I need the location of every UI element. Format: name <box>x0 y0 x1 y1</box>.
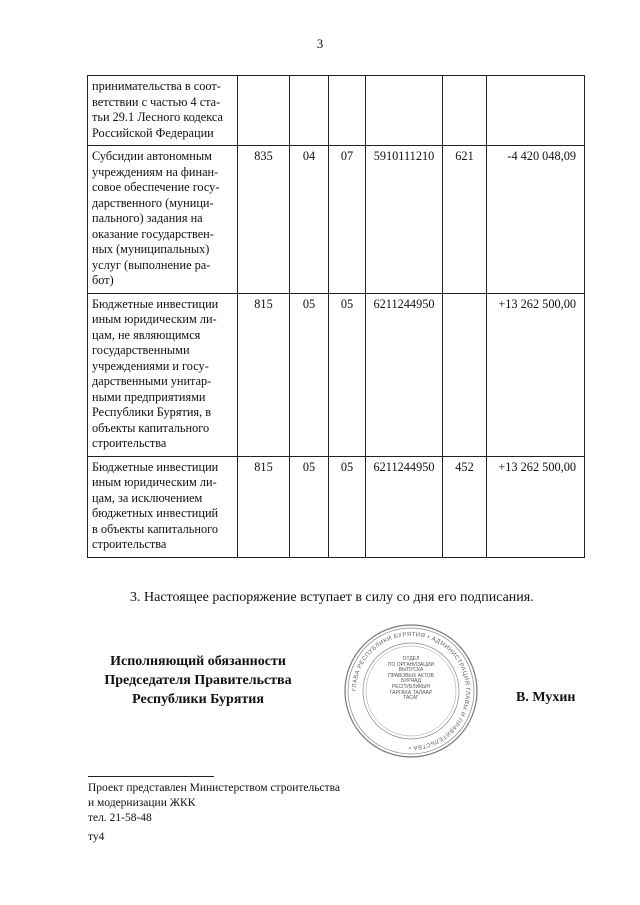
row-description-line: тьи 29.1 Лесного кодекса <box>92 110 223 124</box>
row-description-line: Бюджетные инвестиции <box>92 459 219 474</box>
row-description-line: учреждениями и госу- <box>92 358 209 373</box>
row-cell: 6211244950 <box>366 456 443 557</box>
table-row <box>88 456 585 557</box>
row-cell <box>290 76 329 146</box>
row-cell: 815 <box>238 293 290 456</box>
row-description-line: государственными <box>92 343 190 357</box>
row-cell: 05 <box>290 293 329 456</box>
row-cell: 452 <box>443 456 487 557</box>
row-cell <box>443 293 487 456</box>
seal-line: ТАСАГ <box>403 695 419 702</box>
row-description-line: пального) задания на <box>92 211 203 225</box>
row-description-line: бот) <box>92 273 114 287</box>
row-description-line: ветствии с частью 4 ста- <box>92 94 221 109</box>
row-description-line: строительства <box>92 537 167 551</box>
row-cell <box>366 76 443 146</box>
row-description <box>88 146 238 294</box>
row-description-line: цам, не являющимся <box>92 327 201 342</box>
row-cell: 815 <box>238 456 290 557</box>
row-description-line: оказание государствен- <box>92 226 214 241</box>
table-row <box>88 146 585 294</box>
row-cell: 5910111210 <box>366 146 443 294</box>
table-row <box>88 76 585 146</box>
signer-title-line: Исполняющий обязанности <box>110 654 286 669</box>
row-description-line: Российской Федерации <box>92 125 214 140</box>
budget-table-body <box>88 76 585 558</box>
row-description-line: Бюджетные инвестиции <box>92 296 219 311</box>
row-description <box>88 293 238 456</box>
row-description-line: принимательства в соот- <box>92 79 221 93</box>
seal-line: ПРАВОВЫХ АКТОВ <box>388 672 434 679</box>
seal-inner-text <box>383 657 439 702</box>
seal-line: ГАРГАХА ТАЛААР <box>389 689 433 696</box>
row-cell: 05 <box>329 293 366 456</box>
signer-title-line: Председателя Правительства <box>104 673 292 688</box>
row-description-line: совое обеспечение госу- <box>92 180 220 194</box>
row-cell <box>329 76 366 146</box>
row-description-line: иным юридическим ли- <box>92 312 217 326</box>
signer-title <box>88 652 308 709</box>
row-description-line: ными предприятиями <box>92 389 206 404</box>
table-row <box>88 293 585 456</box>
row-cell: 835 <box>238 146 290 294</box>
row-cell: 6211244950 <box>366 293 443 456</box>
row-description-line: учреждениям на финан- <box>92 164 219 179</box>
footnote-line: Проект представлен Министерством строительства <box>88 782 341 794</box>
row-cell <box>443 76 487 146</box>
row-description-line: Субсидии автономным <box>92 149 212 163</box>
seal-line: ОТДЕЛ <box>402 656 420 662</box>
row-description-line: бюджетных инвестиций <box>92 506 219 520</box>
row-cell: -4 420 048,09 <box>487 146 585 294</box>
document-code: ту4 <box>88 831 105 843</box>
row-cell <box>238 76 290 146</box>
row-description-line: строительства <box>92 436 167 450</box>
row-description-line: иным юридическим ли- <box>92 475 217 489</box>
footnote-line: тел. 21-58-48 <box>88 812 152 824</box>
row-description-line: ных (муниципальных) <box>92 242 210 256</box>
footnote-line: и модернизации ЖКК <box>88 797 196 809</box>
row-description <box>88 456 238 557</box>
row-description-line: дарственного (муници- <box>92 195 214 210</box>
seal-line: РЕСПУБЛИКЫН <box>391 683 431 690</box>
row-description-line: услуг (выполнение ра- <box>92 257 211 272</box>
signer-title-line: Республики Бурятия <box>132 692 264 707</box>
row-description <box>88 76 238 146</box>
seal-line: ВЫПУСКА <box>398 667 424 674</box>
row-description-line: Республики Бурятия, в <box>92 405 212 419</box>
page-number: 3 <box>316 36 324 51</box>
row-cell: 621 <box>443 146 487 294</box>
row-cell: +13 262 500,00 <box>487 456 585 557</box>
row-cell: 05 <box>290 456 329 557</box>
row-description-line: дарственными унитар- <box>92 374 212 388</box>
seal-line: БУРЯАД <box>400 678 422 685</box>
row-cell <box>487 76 585 146</box>
row-cell: 07 <box>329 146 366 294</box>
clause-text: 3. Настоящее распоряжение вступает в силу со дня его подписания. <box>130 590 534 605</box>
row-cell: +13 262 500,00 <box>487 293 585 456</box>
row-cell: 05 <box>329 456 366 557</box>
row-description-line: цам, за исключением <box>92 490 203 505</box>
signer-name: В. Мухин <box>516 690 576 705</box>
row-cell: 04 <box>290 146 329 294</box>
footnote-divider <box>88 776 214 777</box>
seal-ring-text: ГЛАВА РЕСПУБЛИКИ БУРЯТИЯ • АДМИНИСТРАЦИЯ ГЛАВЫ И ПРАВИТЕЛЬСТВА • <box>351 631 471 751</box>
seal-line: ПО ОРГАНИЗАЦИИ <box>387 661 435 668</box>
budget-table <box>87 75 585 558</box>
row-description-line: в объекты капитального <box>92 521 219 536</box>
footnote <box>88 781 340 826</box>
row-description-line: объекты капитального <box>92 420 210 435</box>
